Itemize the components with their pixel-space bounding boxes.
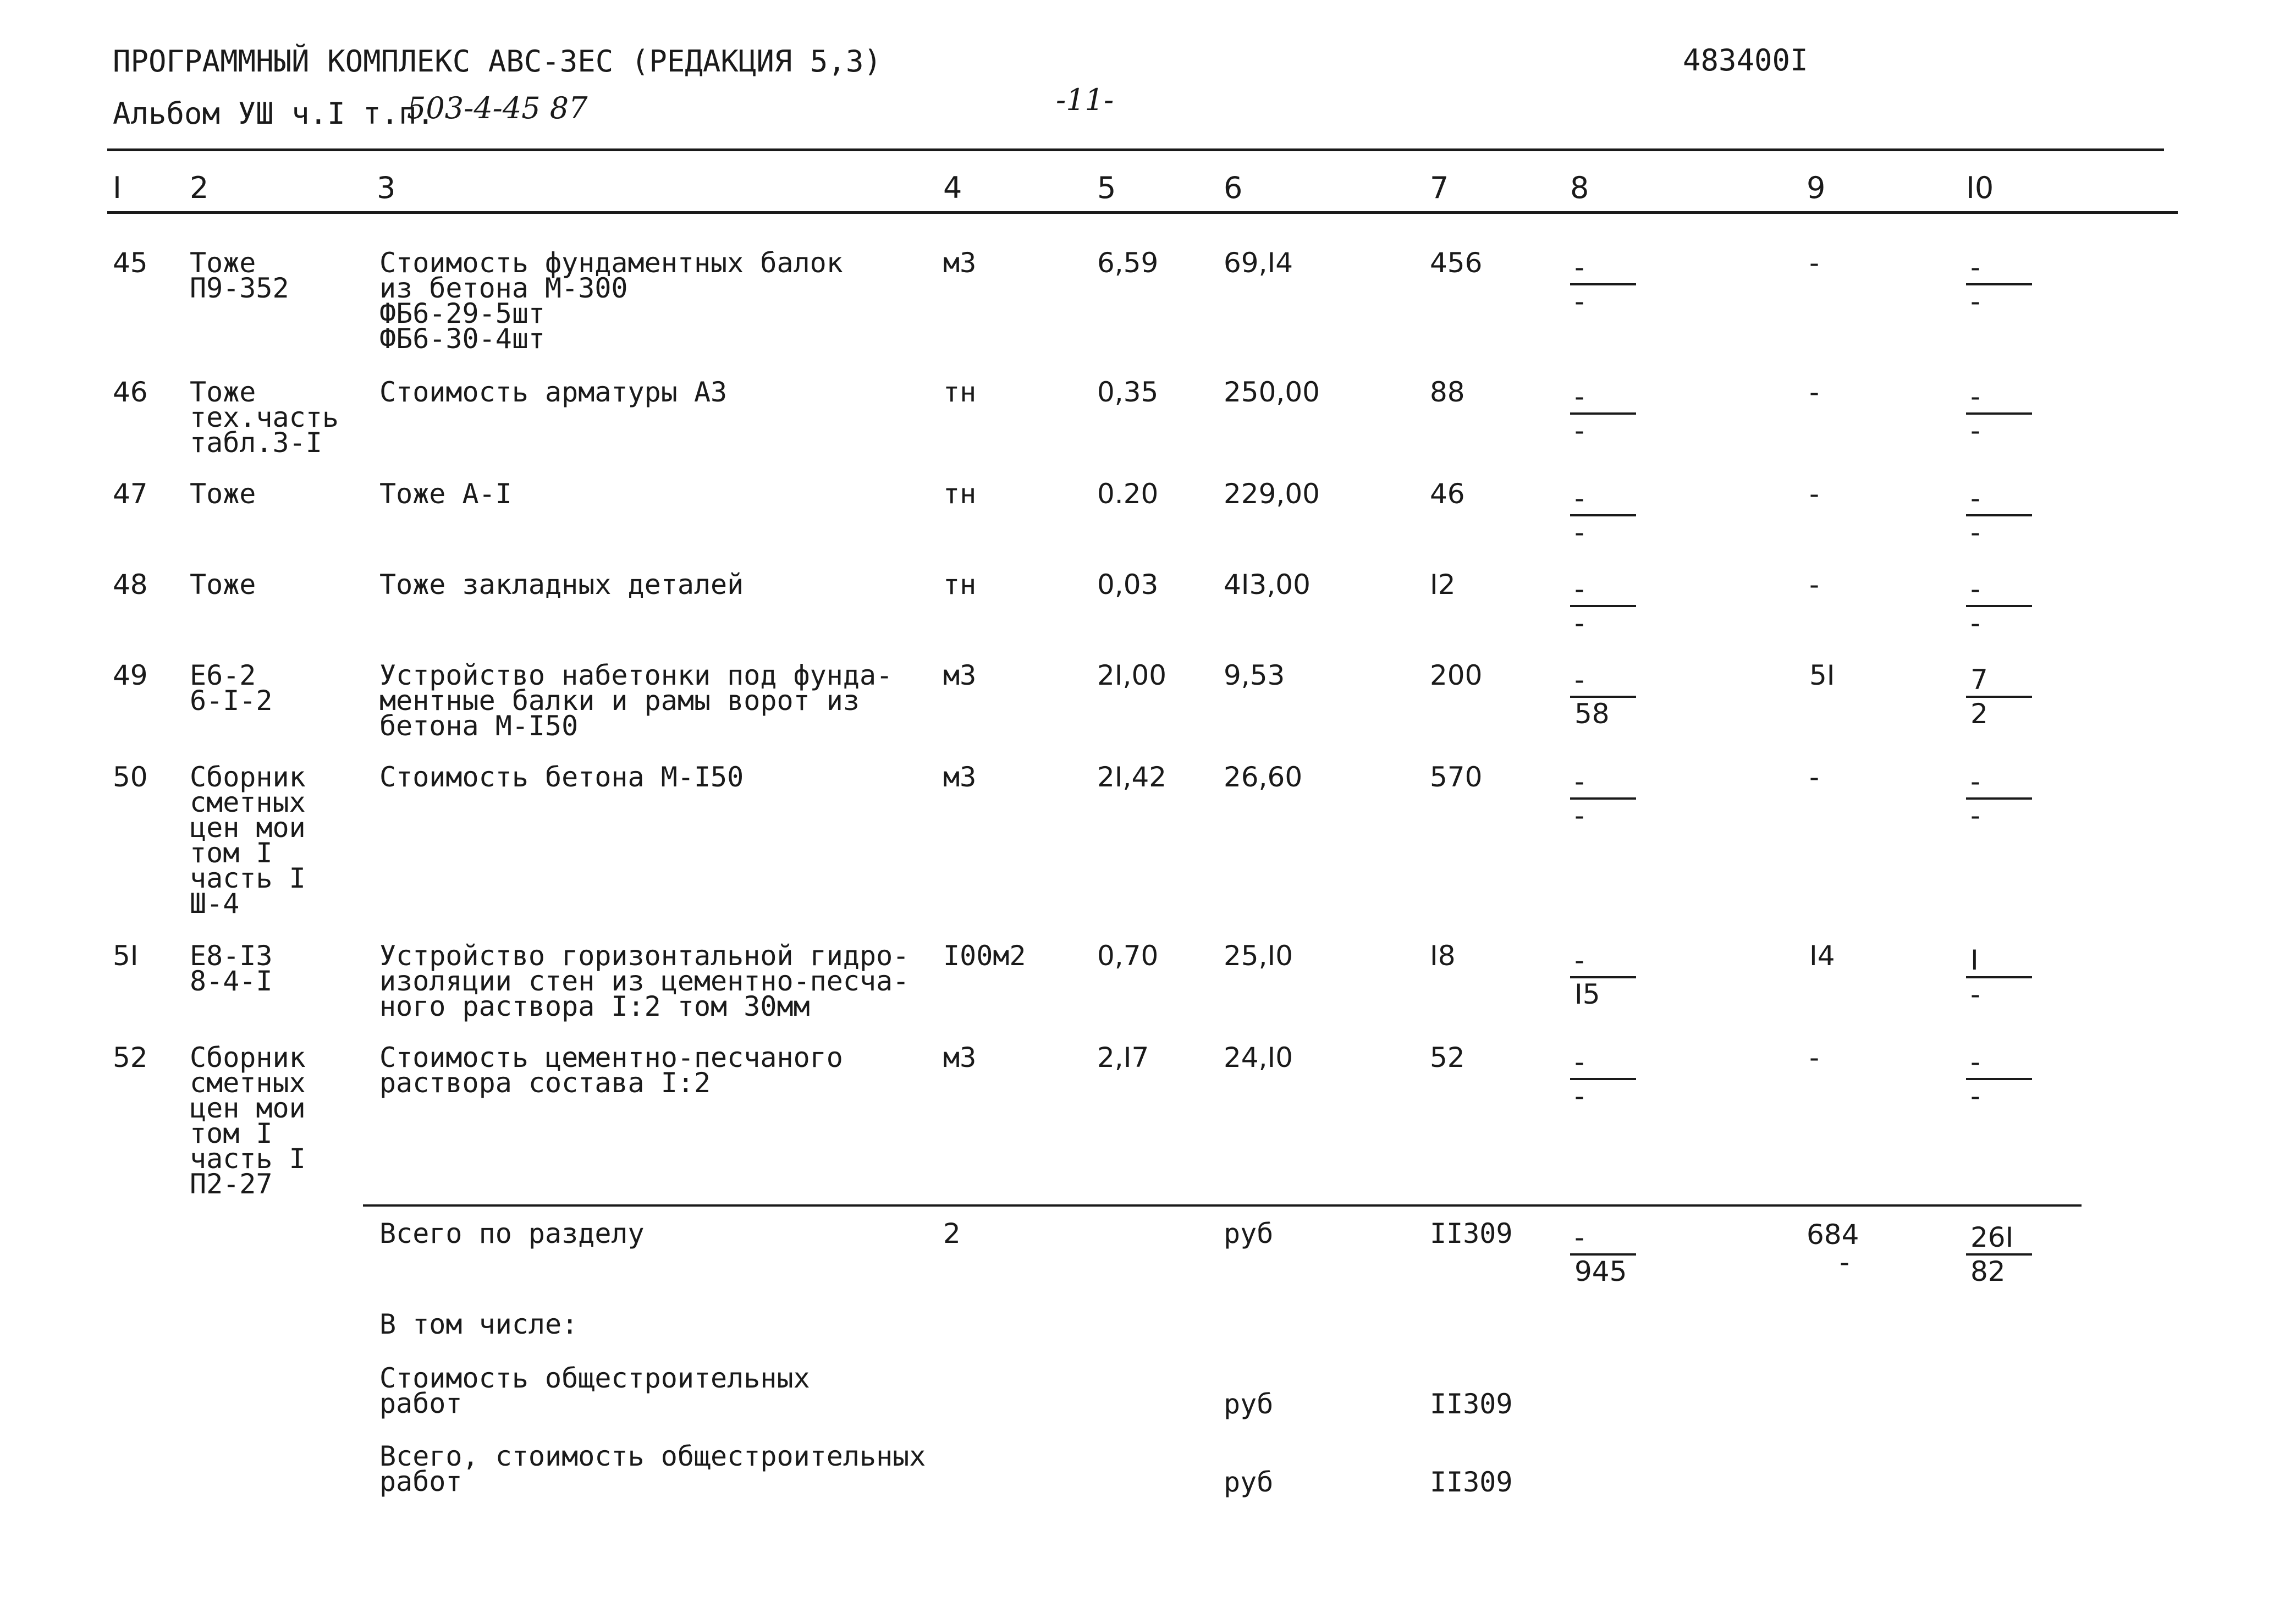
row-description: Стоимость арматуры А3	[379, 376, 728, 408]
row-col10-fraction	[1966, 381, 2032, 447]
row-col10-fraction	[1966, 944, 2032, 1010]
all-general-works-currency: руб	[1224, 1466, 1274, 1498]
header-bottom-rule	[107, 211, 2178, 214]
row-col8-fraction	[1570, 664, 1636, 730]
row-reference: Е8-I3 8-4-I	[190, 940, 273, 997]
row-number: 48	[113, 569, 148, 601]
row-number: 46	[113, 376, 148, 408]
fraction-denominator: -	[1574, 285, 1585, 317]
column-header: 3	[377, 170, 396, 205]
fraction-numerator: -	[1970, 482, 1981, 514]
row-description: Устройство набетонки под фунда- ментные балки и рамы ворот из бетона М-I50	[379, 659, 893, 742]
fraction-denominator: -	[1574, 516, 1585, 548]
row-col10-fraction	[1966, 766, 2032, 832]
row-col8-fraction	[1570, 944, 1636, 1010]
column-header: 9	[1807, 170, 1826, 205]
fraction-numerator: -	[1574, 482, 1585, 514]
fraction-denominator: -	[1574, 415, 1585, 447]
fraction-numerator: -	[1970, 251, 1981, 283]
row-col9: 5I	[1809, 659, 1835, 691]
fraction-denominator: -	[1970, 516, 1981, 548]
row-total: 46	[1430, 478, 1465, 510]
total-unit-code: 2	[943, 1218, 961, 1249]
row-reference: Сборник сметных цен мои том I часть I П2-27	[190, 1042, 306, 1200]
row-col9: -	[1809, 376, 1820, 408]
row-unit-price: 250,00	[1224, 376, 1320, 408]
fraction-numerator: -	[1574, 766, 1585, 797]
row-col8-fraction	[1570, 482, 1636, 548]
header-top-rule	[107, 148, 2164, 151]
total-currency: руб	[1224, 1218, 1274, 1249]
column-header: 7	[1430, 170, 1449, 205]
row-quantity: 0,03	[1097, 569, 1159, 601]
fraction-denominator: -	[1970, 285, 1981, 317]
all-general-works-label: Всего, стоимость общестроительных работ	[379, 1440, 926, 1498]
row-description: Стоимость цементно-песчаного раствора состава I:2	[379, 1042, 843, 1099]
row-col10-fraction	[1966, 251, 2032, 317]
row-reference: Тоже тех.часть табл.3-I	[190, 376, 339, 459]
row-number: 49	[113, 659, 148, 691]
row-quantity: 0.20	[1097, 478, 1159, 510]
row-total: I8	[1430, 940, 1456, 972]
fraction-numerator: -	[1574, 573, 1585, 605]
general-works-value: II309	[1430, 1388, 1513, 1420]
including-label: В том числе:	[379, 1308, 579, 1340]
row-reference: Тоже	[190, 478, 256, 510]
column-header: 5	[1097, 170, 1116, 205]
album-reference: Альбом УШ ч.I т.п.	[113, 96, 435, 131]
row-total: 88	[1430, 376, 1465, 408]
fraction-numerator: -	[1970, 1046, 1981, 1078]
row-col9: -	[1809, 569, 1820, 601]
fraction-denominator: -	[1574, 607, 1585, 639]
total-col9-top: 684	[1807, 1219, 1859, 1251]
fraction-denominator: -	[1970, 978, 1981, 1010]
row-description: Стоимость фундаментных балок из бетона М-300 ФБ6-29-5шт ФБ6-30-4шт	[379, 247, 843, 355]
row-col8-fraction	[1570, 1046, 1636, 1112]
row-unit: тн	[943, 569, 977, 601]
total-col8-fraction	[1570, 1221, 1636, 1287]
fraction-numerator: -	[1970, 381, 1981, 412]
row-unit-price: 69,I4	[1224, 247, 1293, 279]
row-quantity: 0,35	[1097, 376, 1159, 408]
row-quantity: 2,I7	[1097, 1042, 1149, 1074]
row-number: 47	[113, 478, 148, 510]
row-number: 50	[113, 761, 148, 793]
row-col8-fraction	[1570, 381, 1636, 447]
row-col9: -	[1809, 761, 1820, 793]
row-quantity: 6,59	[1097, 247, 1159, 279]
column-header: I0	[1966, 170, 1994, 205]
row-total: 200	[1430, 659, 1483, 691]
row-col10-fraction	[1966, 482, 2032, 548]
row-number: 52	[113, 1042, 148, 1074]
row-unit: м3	[943, 659, 977, 691]
row-quantity: 0,70	[1097, 940, 1159, 972]
page-mark: -11-	[1056, 82, 1114, 117]
program-title: ПРОГРАММНЫЙ КОМПЛЕКС АВС-ЗЕС (РЕДАКЦИЯ 5,3)	[113, 44, 882, 79]
row-col9: I4	[1809, 940, 1835, 972]
row-unit-price: 24,I0	[1224, 1042, 1293, 1074]
fraction-denominator: 945	[1574, 1256, 1627, 1287]
fraction-denominator: 82	[1970, 1256, 2006, 1287]
row-description: Тоже А-I	[379, 478, 512, 510]
fraction-numerator: I	[1970, 944, 1979, 976]
total-value: II309	[1430, 1218, 1513, 1249]
fraction-numerator: -	[1574, 1046, 1585, 1078]
row-col8-fraction	[1570, 573, 1636, 639]
row-unit: тн	[943, 376, 977, 408]
row-col8-fraction	[1570, 251, 1636, 317]
row-reference: Е6-2 6-I-2	[190, 659, 273, 717]
fraction-numerator: 7	[1970, 664, 1988, 696]
row-unit-price: 9,53	[1224, 659, 1285, 691]
row-col8-fraction	[1570, 766, 1636, 832]
fraction-denominator: 2	[1970, 698, 1988, 730]
fraction-denominator: -	[1970, 415, 1981, 447]
fraction-numerator: -	[1574, 381, 1585, 412]
row-description: Стоимость бетона М-I50	[379, 761, 744, 793]
fraction-numerator: -	[1574, 251, 1585, 283]
fraction-denominator: I5	[1574, 978, 1600, 1010]
row-unit: м3	[943, 1042, 977, 1074]
row-unit: м3	[943, 761, 977, 793]
general-works-label: Стоимость общестроительных работ	[379, 1362, 810, 1419]
handwritten-project-number: 503-4-45 87	[407, 91, 588, 125]
fraction-denominator: -	[1970, 1080, 1981, 1112]
row-description: Устройство горизонтальной гидро- изоляции стен из цементно-песча- ного раствора I:2 том 30мм	[379, 940, 910, 1022]
row-unit: тн	[943, 478, 977, 510]
row-total: 570	[1430, 761, 1483, 793]
fraction-numerator: -	[1574, 1221, 1585, 1253]
row-unit-price: 25,I0	[1224, 940, 1293, 972]
total-col9-bottom: -	[1840, 1246, 1850, 1278]
row-quantity: 2I,42	[1097, 761, 1167, 793]
fraction-denominator: -	[1574, 800, 1585, 832]
row-unit-price: 26,60	[1224, 761, 1303, 793]
general-works-currency: руб	[1224, 1388, 1274, 1420]
fraction-denominator: -	[1970, 800, 1981, 832]
row-unit-price: 4I3,00	[1224, 569, 1311, 601]
fraction-denominator: -	[1574, 1080, 1585, 1112]
fraction-denominator: -	[1970, 607, 1981, 639]
column-header: 8	[1570, 170, 1589, 205]
document-number: 483400I	[1683, 43, 1808, 78]
total-col10-fraction	[1966, 1221, 2032, 1287]
fraction-numerator: 26I	[1970, 1221, 2014, 1253]
row-unit-price: 229,00	[1224, 478, 1320, 510]
column-header: 4	[943, 170, 962, 205]
row-reference: Тоже П9-352	[190, 247, 289, 304]
row-reference: Сборник сметных цен мои том I часть I Ш-4	[190, 761, 306, 920]
fraction-numerator: -	[1970, 766, 1981, 797]
fraction-numerator: -	[1970, 573, 1981, 605]
row-unit: I00м2	[943, 940, 1026, 972]
row-col9: -	[1809, 247, 1820, 279]
column-header: I	[113, 170, 122, 205]
summary-rule	[363, 1204, 2082, 1207]
row-number: 45	[113, 247, 148, 279]
column-header: 2	[190, 170, 209, 205]
row-col9: -	[1809, 1042, 1820, 1074]
all-general-works-value: II309	[1430, 1466, 1513, 1498]
row-number: 5I	[113, 940, 139, 972]
row-col10-fraction	[1966, 573, 2032, 639]
row-total: 456	[1430, 247, 1483, 279]
row-description: Тоже закладных деталей	[379, 569, 744, 601]
row-reference: Тоже	[190, 569, 256, 601]
row-col10-fraction	[1966, 664, 2032, 730]
row-total: 52	[1430, 1042, 1465, 1074]
row-quantity: 2I,00	[1097, 659, 1167, 691]
column-header: 6	[1224, 170, 1243, 205]
fraction-numerator: -	[1574, 664, 1585, 696]
row-col9: -	[1809, 478, 1820, 510]
row-total: I2	[1430, 569, 1456, 601]
fraction-numerator: -	[1574, 944, 1585, 976]
fraction-denominator: 58	[1574, 698, 1610, 730]
row-col10-fraction	[1966, 1046, 2032, 1112]
total-label: Всего по разделу	[379, 1218, 645, 1249]
row-unit: м3	[943, 247, 977, 279]
